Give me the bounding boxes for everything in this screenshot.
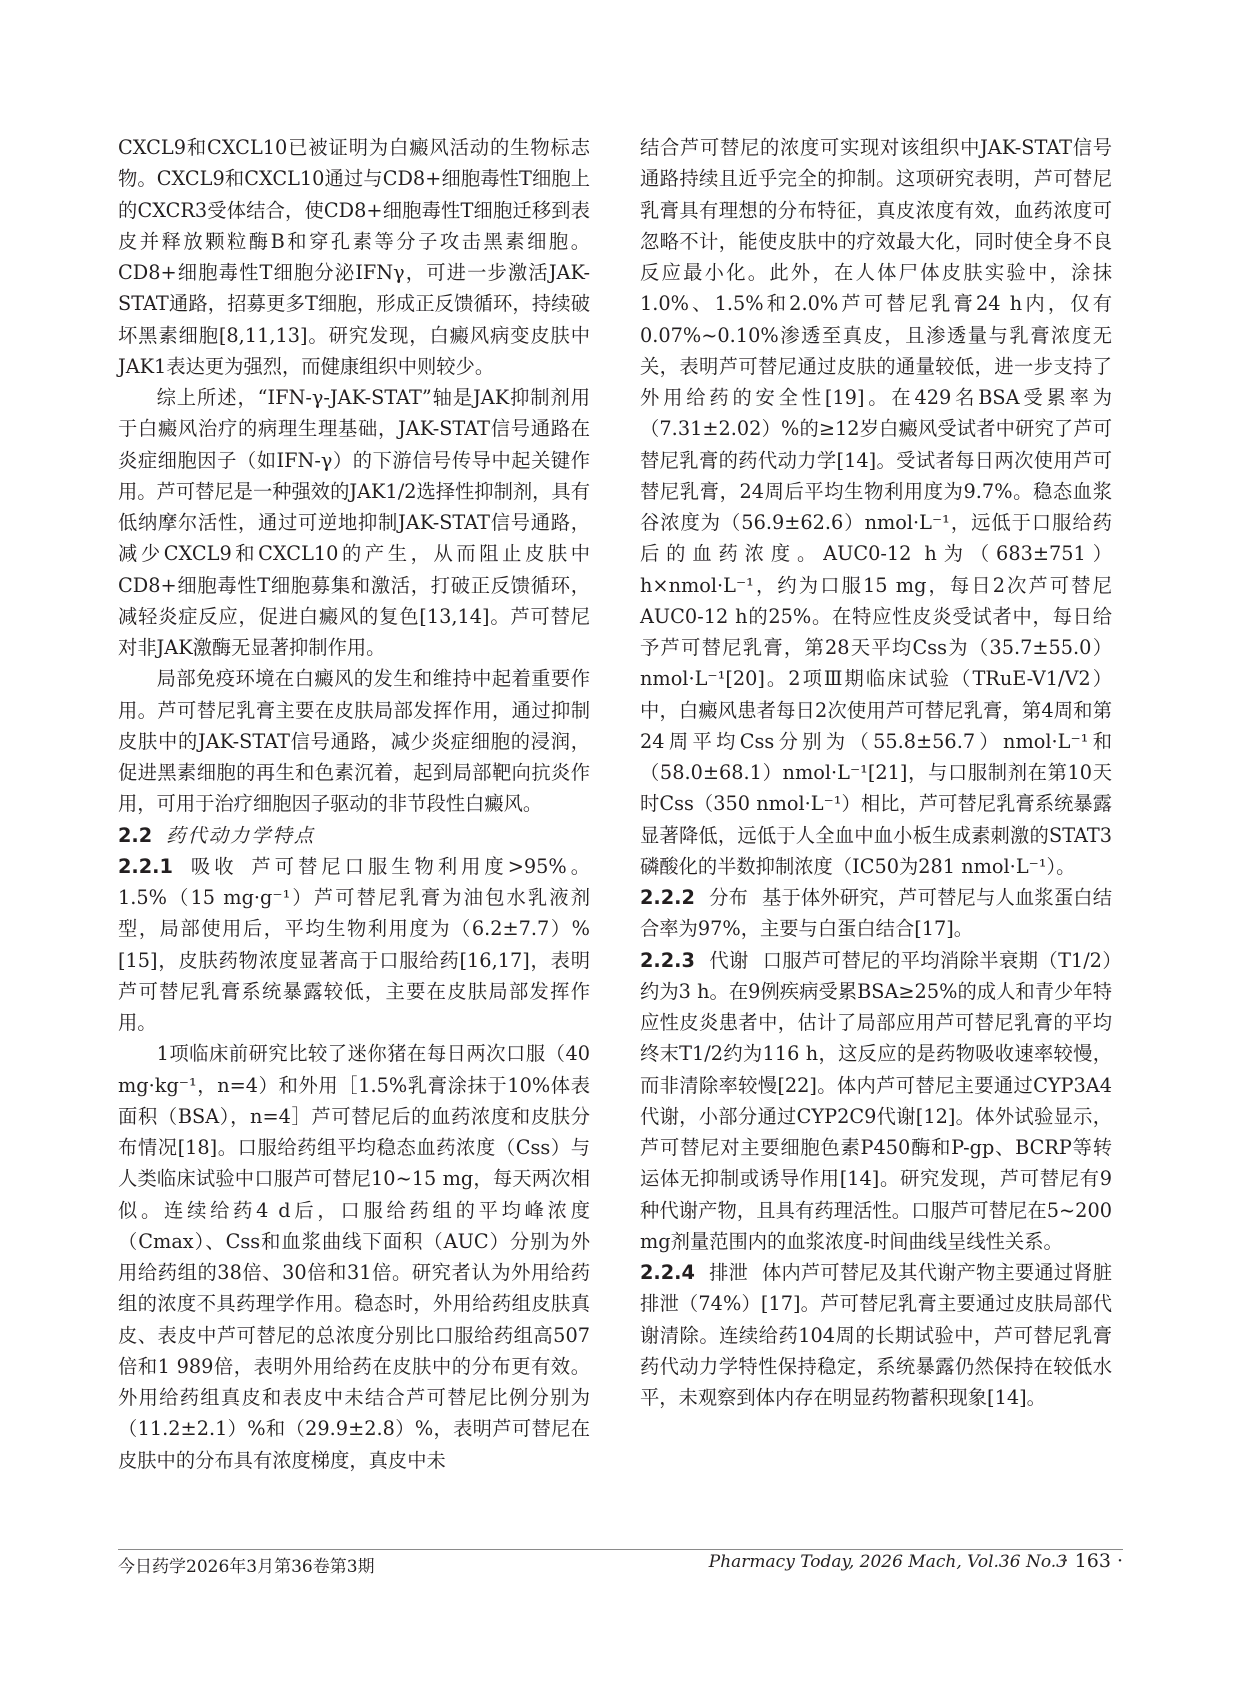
paragraph: 综上所述，“IFN-γ-JAK-STAT”轴是JAK抑制剂用于白癜风治疗的病理生理基础，JAK-STAT信号通路在炎症细胞因子（如IFN-γ）的下游信号传导中起关键作用。芦可替尼是一种强效的JAK1/2选择性抑制剂，具有低纳摩尔活性，通过可逆地抑制JAK-STAT信号通路，减少CXCL9和CXCL10的产生，从而阻止皮肤中CD8+细胞毒性T细胞募集和激活，打破正反馈循环，减轻炎症反应，促进白癜风的复色[13,14]。芦可替尼对非JAK激酶无显著抑制作用。 — [118, 386, 590, 659]
footer-divider — [118, 1549, 1123, 1550]
subsection-number: 2.2.1 — [118, 854, 173, 878]
subsection-number: 2.2.2 — [640, 886, 695, 909]
subsection-number: 2.2.3 — [640, 948, 695, 972]
journal-name-english: Pharmacy Today, 2026 Mach, Vol.36 No.3 — [708, 1552, 1067, 1572]
page-footer — [118, 1549, 1123, 1575]
page-number: · 163 · — [1062, 1550, 1123, 1572]
subsection-number: 2.2.4 — [640, 1261, 695, 1284]
paragraph: 局部免疫环境在白癜风的发生和维持中起着重要作用。芦可替尼乳膏主要在皮肤局部发挥作用，通过抑制皮肤中的JAK-STAT信号通路，减少炎症细胞的浸润，促进黑素细胞的再生和色素沉着，起到局部靶向抗炎作用，可用于治疗细胞因子驱动的非节段性白癜风。 — [118, 667, 590, 816]
subsection-title: 吸收 — [186, 854, 238, 878]
section-number: 2.2 — [118, 823, 153, 847]
paragraph: 结合芦可替尼的浓度可实现对该组织中JAK-STAT信号通路持续且近乎完全的抑制。这项研究表明，芦可替尼乳膏具有理想的分布特征，真皮浓度有效，血药浓度可忽略不计，能使皮肤中的疗效最大化，同时使全身不良反应最小化。此外，在人体尸体皮肤实验中，涂抹1.0%、1.5%和2.0%芦可替尼乳膏24 h内，仅有0.07%~0.10%渗透至真皮，且渗透量与乳膏浓度无关，表明芦可替尼通过皮肤的通量较低，进一步支持了外用给药的安全性[19]。在429名BSA受累率为（7.31±2.02）%的≥12岁白癜风受试者中研究了芦可替尼乳膏的药代动力学[14]。受试者每日两次使用芦可替尼乳膏，24周后平均生物利用度为9.7%。稳态血浆谷浓度为（56.9±62.6）nmol·L⁻¹，远低于口服给药后的血药浓度。AUC0-12 h为（683±751）h×nmol·L⁻¹，约为口服15 mg，每日2次芦可替尼AUC0-12 h的25%。在特应性皮炎受试者中，每日给予芦可替尼乳膏，第28天平均Css为（35.7±55.0）nmol·L⁻¹[20]。2项Ⅲ期临床试验（TRuE-V1/V2）中，白癜风患者每日2次使用芦可替尼乳膏，第4周和第24周平均Css分别为（55.8±56.7）nmol·L⁻¹和（58.0±68.1）nmol·L⁻¹[21]，与口服制剂在第10天时Css（350 nmol·L⁻¹）相比，芦可替尼乳膏系统暴露显著降低，远低于人全血中血小板生成素刺激的STAT3磷酸化的半数抑制浓度（IC50为281 nmol·L⁻¹）。 — [640, 136, 1112, 878]
subsection-text: 口服芦可替尼的平均消除半衰期（T1/2）约为3 h。在9例疾病受累BSA≥25%的成人和青少年特应性皮炎患者中，估计了局部应用芦可替尼乳膏的平均终末T1/2约为116 h，这反应的是药物吸收速率较慢，而非清除率较慢[22]。体内芦可替尼主要通过CYP3A4代谢，小部分通过CYP2C9代谢[12]。体外试验显示，芦可替尼对主要细胞色素P450酶和P-gp、BCRP等转运体无抑制或诱导作用[14]。研究发现，芦可替尼有9种代谢产物，且具有药理活性。口服芦可替尼在5~200 mg剂量范围内的血浆浓度-时间曲线呈线性关系。 — [640, 948, 1113, 1253]
subsection-paragraph — [118, 851, 590, 1039]
subsection-text: 芦可替尼口服生物利用度>95%。1.5%（15 mg·g⁻¹）芦可替尼乳膏为油包水乳液剂型，局部使用后，平均生物利用度为（6.2±7.7）%[15]，皮肤药物浓度显著高于口服给药[16,17]，表明芦可替尼乳膏系统暴露较低，主要在皮肤局部发挥作用。 — [118, 854, 590, 1034]
subsection-title: 排泄 — [708, 1261, 748, 1284]
subsection-text: 体内芦可替尼及其代谢产物主要通过肾脏排泄（74%）[17]。芦可替尼乳膏主要通过皮肤局部代谢清除。连续给药104周的长期试验中，芦可替尼乳膏药代动力学特性保持稳定，系统暴露仍然保持在较低水平，未观察到体内存在明显药物蓄积现象[14]。 — [640, 1261, 1113, 1409]
section-title: 药代动力学特点 — [166, 823, 316, 847]
subsection-paragraph — [640, 882, 1112, 945]
subsection-paragraph — [640, 945, 1112, 1258]
paragraph: CXCL9和CXCL10已被证明为白癜风活动的生物标志物。CXCL9和CXCL10通过与CD8+细胞毒性T细胞上的CXCR3受体结合，使CD8+细胞毒性T细胞迁移到表皮并释放颗粒酶B和穿孔素等分子攻击黑素细胞。CD8+细胞毒性T细胞分泌IFNγ，可进一步激活JAK-STAT通路，招募更多T细胞，形成正反馈循环，持续破坏黑素细胞[8,11,13]。研究发现，白癜风病变皮肤中JAK1表达更为强烈，而健康组织中则较少。 — [118, 136, 590, 378]
subsection-paragraph — [640, 1257, 1112, 1413]
paragraph: 1项临床前研究比较了迷你猪在每日两次口服（40 mg·kg⁻¹，n=4）和外用［1.5%乳膏涂抹于10%体表面积（BSA），n=4］芦可替尼后的血药浓度和皮肤分布情况[18]。口服给药组平均稳态血药浓度（Css）与人类临床试验中口服芦可替尼10~15 mg，每天两次相似。连续给药4 d后，口服给药组的平均峰浓度（Cmax）、Css和血浆曲线下面积（AUC）分别为外用给药组的38倍、30倍和31倍。研究者认为外用给药组的浓度不具药理学作用。稳态时，外用给药组皮肤真皮、表皮中芦可替尼的总浓度分别比口服给药组高507倍和1 989倍，表明外用给药在皮肤中的分布更有效。外用给药组真皮和表皮中未结合芦可替尼比例分别为（11.2±2.1）%和（29.9±2.8）%，表明芦可替尼在皮肤中的分布具有浓度梯度，真皮中未 — [118, 1042, 590, 1472]
right-column — [640, 132, 1112, 1413]
subsection-title: 代谢 — [708, 948, 749, 972]
left-column — [118, 132, 590, 1476]
journal-name-chinese: 今日药学2026年3月第36卷第3期 — [118, 1557, 375, 1577]
subsection-text: 基于体外研究，芦可替尼与人血浆蛋白结合率为97%，主要与白蛋白结合[17]。 — [640, 886, 1113, 941]
subsection-title: 分布 — [708, 886, 748, 909]
section-heading — [118, 820, 590, 851]
